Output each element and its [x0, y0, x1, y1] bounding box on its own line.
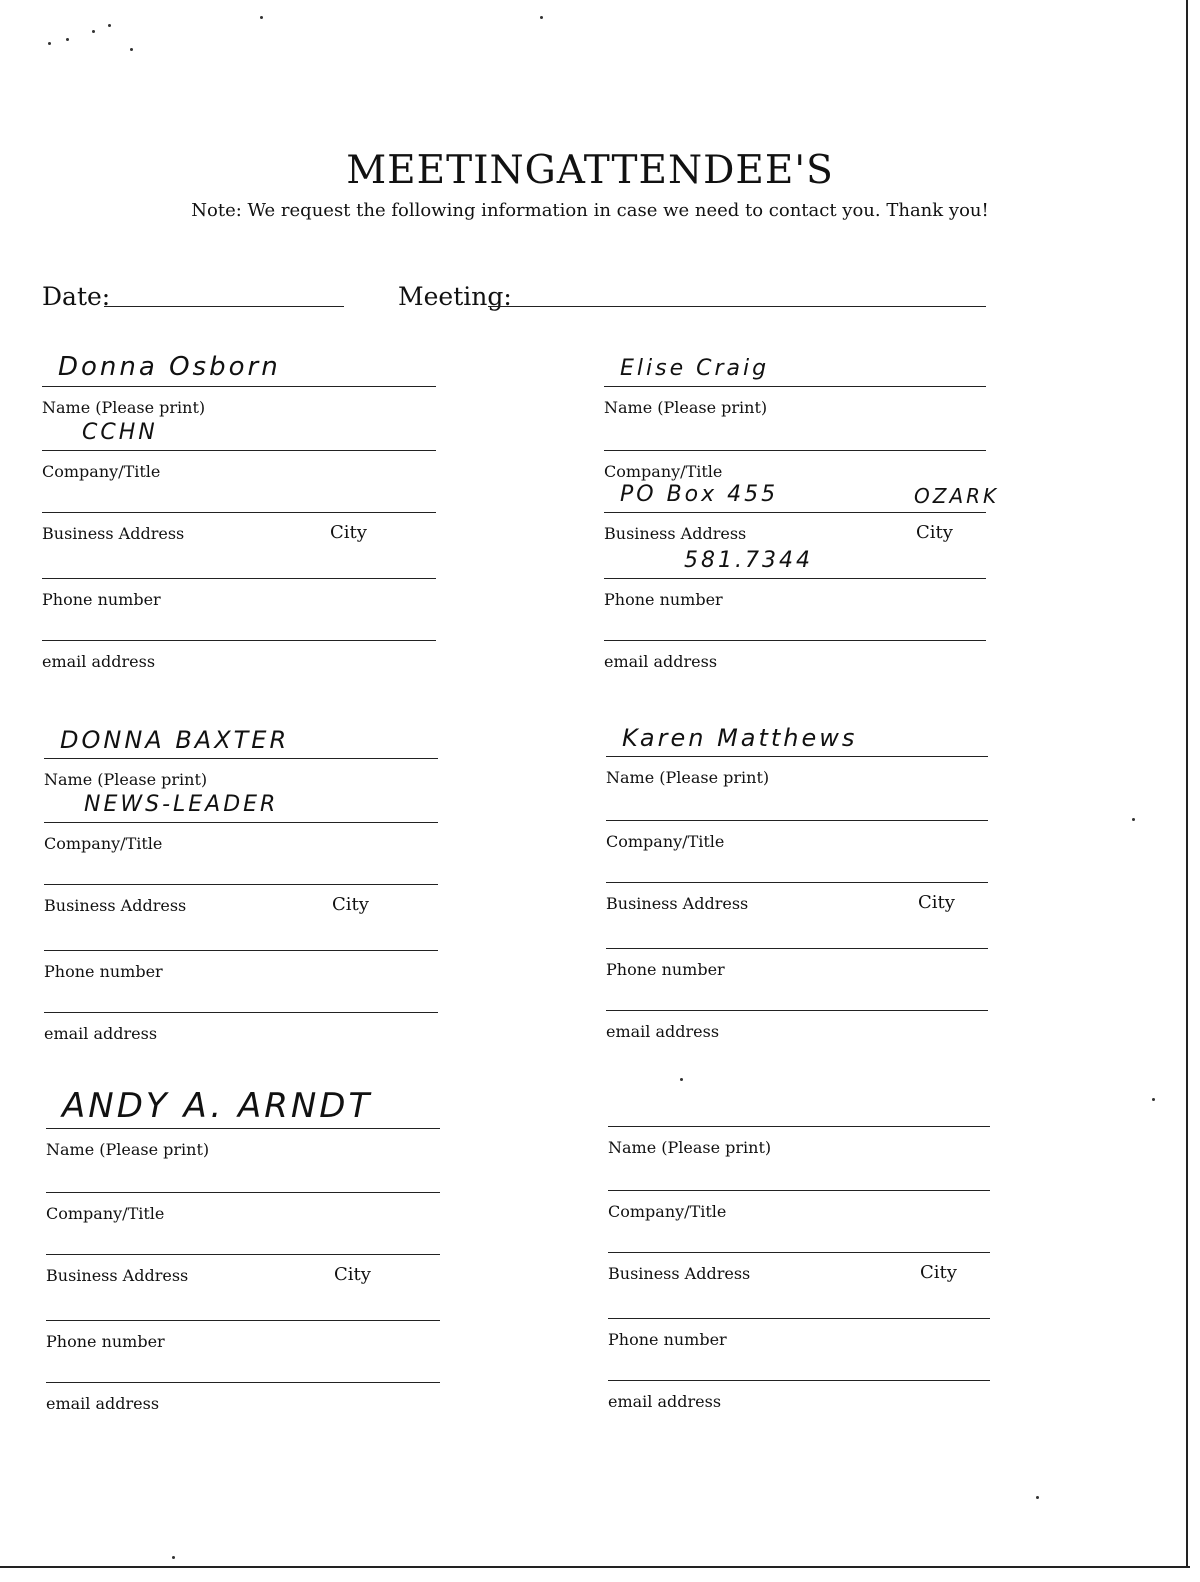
name-field[interactable] [44, 758, 438, 759]
scan-speck [130, 48, 133, 51]
phone-field[interactable] [42, 578, 436, 579]
attendee-block [606, 724, 988, 1096]
name-label: Name (Please print) [44, 770, 208, 789]
city-label: City [916, 522, 953, 543]
company-field[interactable] [44, 822, 438, 823]
email-field[interactable] [604, 640, 986, 641]
address-field[interactable] [42, 512, 436, 513]
email-label: email address [46, 1394, 160, 1413]
company-field[interactable] [608, 1190, 990, 1191]
date-field[interactable] [104, 306, 344, 307]
handwritten-name: Karen Matthews [622, 724, 858, 752]
company-field[interactable] [604, 450, 986, 451]
phone-field[interactable] [46, 1320, 440, 1321]
address-label: Business Address [42, 524, 185, 543]
company-label: Company/Title [44, 834, 163, 853]
name-field[interactable] [608, 1126, 990, 1127]
address-label: Business Address [44, 896, 187, 915]
name-label: Name (Please print) [608, 1138, 772, 1157]
email-field[interactable] [46, 1382, 440, 1383]
handwritten-name: DONNA BAXTER [60, 726, 290, 754]
form-title: MEETINGATTENDEE'S [346, 148, 834, 193]
email-field[interactable] [608, 1380, 990, 1381]
handwritten-name: ANDY A. ARNDT [62, 1086, 373, 1126]
meeting-label: Meeting: [398, 282, 512, 311]
address-label: Business Address [608, 1264, 751, 1283]
email-label: email address [604, 652, 718, 671]
name-label: Name (Please print) [46, 1140, 210, 1159]
name-label: Name (Please print) [42, 398, 206, 417]
phone-label: Phone number [604, 590, 723, 609]
email-field[interactable] [606, 1010, 988, 1011]
meeting-field[interactable] [488, 306, 986, 307]
email-label: email address [44, 1024, 158, 1043]
page-edge-right [1186, 0, 1188, 1568]
name-field[interactable] [606, 756, 988, 757]
email-field[interactable] [44, 1012, 438, 1013]
attendee-block [44, 726, 438, 1098]
city-label: City [920, 1262, 957, 1283]
name-label: Name (Please print) [606, 768, 770, 787]
handwritten-name: Elise Craig [620, 356, 770, 381]
email-label: email address [42, 652, 156, 671]
scan-speck [108, 24, 111, 27]
phone-field[interactable] [604, 578, 986, 579]
company-field[interactable] [606, 820, 988, 821]
phone-field[interactable] [606, 948, 988, 949]
address-label: Business Address [606, 894, 749, 913]
phone-label: Phone number [44, 962, 163, 981]
scan-speck [260, 16, 263, 19]
city-label: City [332, 894, 369, 915]
email-label: email address [606, 1022, 720, 1041]
attendee-block [46, 1086, 440, 1468]
address-field[interactable] [604, 512, 986, 513]
scan-speck [66, 38, 69, 41]
phone-label: Phone number [606, 960, 725, 979]
page-edge-bottom [0, 1566, 1190, 1568]
handwritten-company: NEWS-LEADER [84, 792, 279, 817]
scan-speck [92, 30, 95, 33]
address-field[interactable] [46, 1254, 440, 1255]
address-field[interactable] [608, 1252, 990, 1253]
handwritten-address: PO Box 455 [620, 482, 779, 507]
date-label: Date: [42, 282, 111, 311]
phone-label: Phone number [46, 1332, 165, 1351]
scan-speck [540, 16, 543, 19]
form-note: Note: We request the following information in case we need to contact you. Thank you! [191, 200, 989, 221]
scan-speck [1036, 1496, 1039, 1499]
name-field[interactable] [42, 386, 436, 387]
company-label: Company/Title [608, 1202, 727, 1221]
company-field[interactable] [42, 450, 436, 451]
email-label: email address [608, 1392, 722, 1411]
attendee-block [604, 356, 1000, 726]
address-label: Business Address [604, 524, 747, 543]
scan-speck [48, 42, 51, 45]
name-label: Name (Please print) [604, 398, 768, 417]
phone-label: Phone number [608, 1330, 727, 1349]
scan-speck [1152, 1098, 1155, 1101]
handwritten-city: OZARK [914, 484, 1000, 508]
name-field[interactable] [46, 1128, 440, 1129]
attendee-block [608, 1126, 990, 1466]
company-label: Company/Title [42, 462, 161, 481]
address-field[interactable] [606, 882, 988, 883]
handwritten-name: Donna Osborn [58, 352, 281, 382]
city-label: City [330, 522, 367, 543]
company-label: Company/Title [604, 462, 723, 481]
city-label: City [918, 892, 955, 913]
city-label: City [334, 1264, 371, 1285]
name-field[interactable] [604, 386, 986, 387]
company-label: Company/Title [606, 832, 725, 851]
handwritten-company: CCHN [82, 420, 158, 445]
scan-speck [1132, 818, 1135, 821]
phone-field[interactable] [608, 1318, 990, 1319]
handwritten-phone: 581.7344 [684, 548, 813, 573]
address-label: Business Address [46, 1266, 189, 1285]
phone-label: Phone number [42, 590, 161, 609]
phone-field[interactable] [44, 950, 438, 951]
attendee-block [42, 352, 436, 726]
scan-speck [172, 1556, 175, 1559]
address-field[interactable] [44, 884, 438, 885]
company-field[interactable] [46, 1192, 440, 1193]
email-field[interactable] [42, 640, 436, 641]
company-label: Company/Title [46, 1204, 165, 1223]
